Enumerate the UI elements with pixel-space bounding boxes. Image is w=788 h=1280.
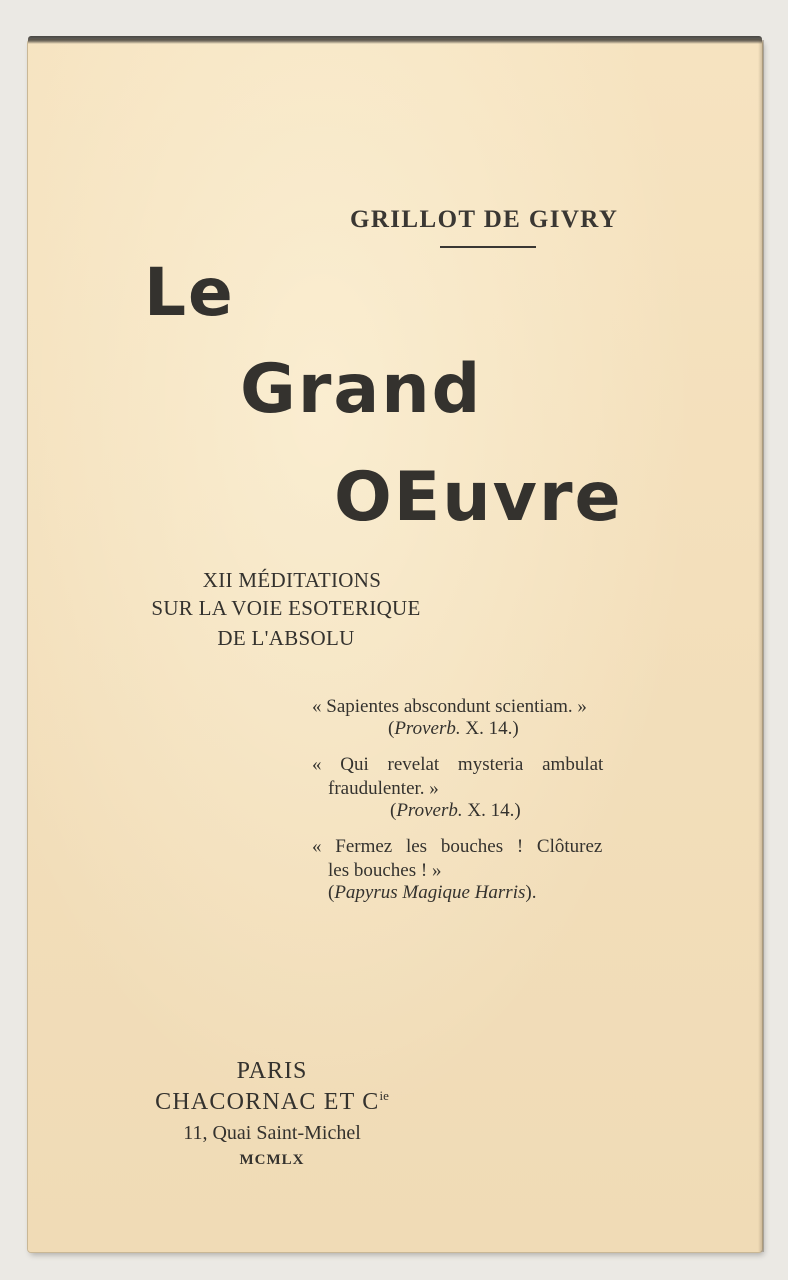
publisher-city: PARIS [236, 1058, 308, 1084]
title-line-1: Le [144, 254, 235, 331]
book-cover [28, 40, 762, 1252]
epigraph-3-source: (Papyrus Magique Harris). [328, 882, 537, 903]
subtitle-line-2: SUR LA VOIE ESOTERIQUE [151, 596, 421, 620]
author-name: GRILLOT DE GIVRY [350, 206, 619, 233]
publisher-name: CHACORNAC ET $C^{ie}$ [155, 1088, 389, 1115]
epigraph-2-source: (Proverb. X. 14.) [390, 800, 521, 821]
publisher-address: 11, Quai Saint-Michel [183, 1122, 361, 1144]
title-line-2: Grand [240, 350, 483, 429]
epigraph-1-source: (Proverb. X. 14.) [388, 718, 519, 739]
epigraph-2-text-line-1: « Qui revelat mysteria ambulat [312, 754, 604, 775]
title-line-3: OEuvre [334, 458, 623, 537]
subtitle-line-3: DE L'ABSOLU [217, 626, 355, 650]
epigraph-1-text: « Sapientes abscondunt scientiam. » [312, 696, 587, 717]
epigraph-3-text-line-2: les bouches ! » [328, 860, 442, 881]
author-underline [440, 246, 536, 248]
epigraph-3-text-line-1: « Fermez les bouches ! Clôturez [312, 836, 603, 857]
publication-year: MCMLX [239, 1152, 305, 1168]
subtitle-line-1: XII MÉDITATIONS [202, 568, 382, 592]
epigraph-2-text-line-2: fraudulenter. » [328, 778, 439, 799]
